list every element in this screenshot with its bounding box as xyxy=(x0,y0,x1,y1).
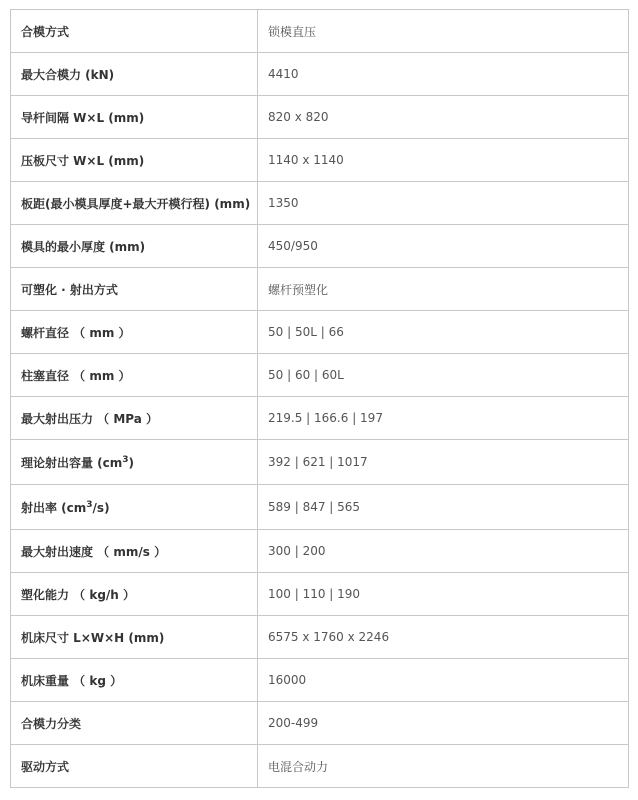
spec-label: 可塑化 · 射出方式 xyxy=(11,268,258,311)
spec-label: 螺杆直径 （ mm ） xyxy=(11,311,258,354)
spec-value: 392 | 621 | 1017 xyxy=(258,440,629,485)
spec-label: 导杆间隔 W×L (mm) xyxy=(11,96,258,139)
spec-label: 合模方式 xyxy=(11,10,258,53)
spec-label: 最大射出压力 （ MPa ） xyxy=(11,397,258,440)
spec-value: 锁模直压 xyxy=(258,10,629,53)
spec-label: 机床重量 （ kg ） xyxy=(11,659,258,702)
table-row xyxy=(11,354,629,397)
superscript: 3 xyxy=(86,499,93,510)
spec-label xyxy=(11,485,258,530)
table-row xyxy=(11,485,629,530)
spec-label: 模具的最小厚度 (mm) xyxy=(11,225,258,268)
table-row xyxy=(11,616,629,659)
table-row xyxy=(11,225,629,268)
spec-label-text: 理论射出容量 (cm xyxy=(21,455,123,470)
spec-value: 螺杆预塑化 xyxy=(258,268,629,311)
spec-label: 最大射出速度 （ mm/s ） xyxy=(11,530,258,573)
table-row xyxy=(11,573,629,616)
spec-label: 驱动方式 xyxy=(11,745,258,788)
table-row xyxy=(11,311,629,354)
table-row xyxy=(11,440,629,485)
spec-label: 塑化能力 （ kg/h ） xyxy=(11,573,258,616)
table-row xyxy=(11,397,629,440)
spec-value: 100 | 110 | 190 xyxy=(258,573,629,616)
spec-value: 4410 xyxy=(258,53,629,96)
superscript: 3 xyxy=(122,454,129,465)
spec-value: 450/950 xyxy=(258,225,629,268)
spec-value: 820 x 820 xyxy=(258,96,629,139)
table-row xyxy=(11,96,629,139)
spec-label-text: ) xyxy=(128,455,135,470)
table-row xyxy=(11,10,629,53)
table-row xyxy=(11,659,629,702)
spec-value: 200-499 xyxy=(258,702,629,745)
spec-table xyxy=(10,9,629,788)
spec-label: 最大合模力 (kN) xyxy=(11,53,258,96)
spec-value: 219.5 | 166.6 | 197 xyxy=(258,397,629,440)
table-row xyxy=(11,745,629,788)
spec-label-text: /s) xyxy=(92,500,110,515)
spec-value: 50 | 60 | 60L xyxy=(258,354,629,397)
spec-value: 6575 x 1760 x 2246 xyxy=(258,616,629,659)
table-row xyxy=(11,268,629,311)
spec-label: 压板尺寸 W×L (mm) xyxy=(11,139,258,182)
table-row xyxy=(11,530,629,573)
table-row xyxy=(11,182,629,225)
spec-label xyxy=(11,440,258,485)
spec-value: 16000 xyxy=(258,659,629,702)
table-row xyxy=(11,702,629,745)
spec-label: 板距(最小模具厚度+最大开模行程) (mm) xyxy=(11,182,258,225)
spec-value: 589 | 847 | 565 xyxy=(258,485,629,530)
spec-value: 1350 xyxy=(258,182,629,225)
spec-label: 柱塞直径 （ mm ） xyxy=(11,354,258,397)
spec-value: 电混合动力 xyxy=(258,745,629,788)
spec-value: 300 | 200 xyxy=(258,530,629,573)
spec-label: 机床尺寸 L×W×H (mm) xyxy=(11,616,258,659)
spec-label: 合模力分类 xyxy=(11,702,258,745)
table-row xyxy=(11,139,629,182)
table-row xyxy=(11,53,629,96)
spec-value: 50 | 50L | 66 xyxy=(258,311,629,354)
spec-label-text: 射出率 (cm xyxy=(21,500,87,515)
spec-value: 1140 x 1140 xyxy=(258,139,629,182)
